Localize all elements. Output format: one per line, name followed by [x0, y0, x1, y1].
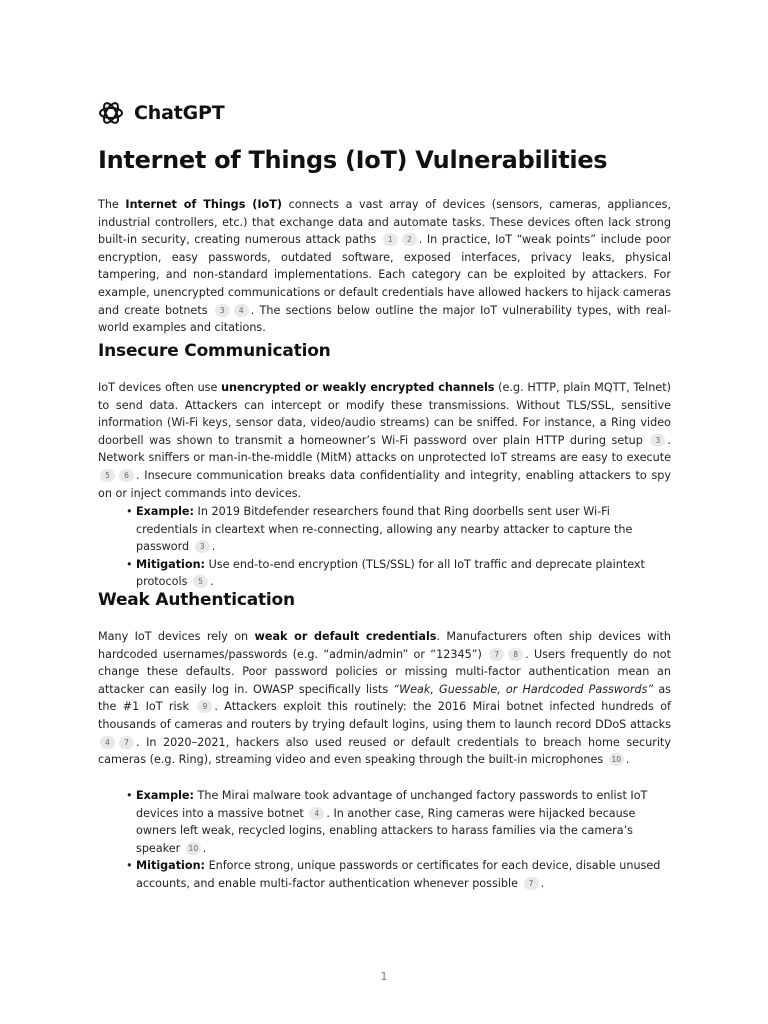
citation-badge[interactable]: 4 [309, 807, 324, 820]
list-item [126, 503, 666, 556]
intro-text: The [98, 198, 126, 211]
intro-bold: Internet of Things (IoT) [125, 198, 282, 211]
citation-badge[interactable]: 9 [197, 700, 212, 713]
para-text: (e.g. HTTP, plain MQTT, Telnet) to send data. Attackers can intercept or modify these transmissions. Without TLS/SSL, sensitive information (Wi-Fi keys, sensor data, video/audio streams) can be sniffed. For instance, a Ring video doorbell was shown to transmit a homeowner’s Wi-Fi password over plain HTTP during setup [98, 381, 671, 447]
citation-badge[interactable]: 7 [524, 877, 539, 890]
citation-badge[interactable]: 3 [650, 434, 665, 447]
para-text: . Network sniffers or man-in-the-middle (MitM) attacks on unprotected IoT streams are easy to execute [98, 433, 671, 465]
citation-badge[interactable]: 10 [609, 753, 624, 766]
mitigation-label: Mitigation: [136, 557, 206, 571]
page-title: Internet of Things (IoT) Vulnerabilities [98, 146, 608, 174]
insecure-bullet-list [126, 503, 666, 591]
intro-text: . The sections below outline the major IoT vulnerability types, with real-world examples and citations. [98, 303, 671, 335]
citation-badge[interactable]: 3 [195, 540, 210, 553]
citation-badge[interactable]: 8 [508, 648, 523, 661]
intro-text: connects a vast array of devices (sensors, cameras, appliances, industrial controllers, etc.) that exchange data and automate tasks. These devices often lack strong built-in security, creating numerous attack paths [98, 198, 671, 247]
weak-auth-paragraph [98, 628, 671, 769]
insecure-paragraph [98, 379, 671, 502]
list-item [126, 787, 666, 857]
para-text: . In 2020–2021, hackers also used reused or default credentials to breach home security cameras (e.g. Ring), streaming video and even speaking through the built-in microphones [98, 735, 671, 767]
citation-badge[interactable]: 10 [186, 842, 201, 855]
mitigation-text: Enforce strong, unique passwords or certificates for each device, disable unused accounts, and enable multi-factor authentication whenever possible [136, 859, 661, 890]
para-italic: “Weak, Guessable, or Hardcoded Passwords” [393, 682, 654, 696]
example-text: . In another case, Ring cameras were hijacked because owners left weak, recycled logins, enabling attackers to harass families via the camera’s speaker [136, 806, 636, 855]
citation-badge[interactable]: 4 [100, 736, 115, 749]
mitigation-text: Use end-to-end encryption (TLS/SSL) for all IoT traffic and deprecate plaintext protocols [136, 557, 645, 589]
mitigation-label: Mitigation: [136, 859, 206, 873]
citation-badge[interactable]: 2 [402, 233, 417, 246]
example-text: The Mirai malware took advantage of unchanged factory passwords to enlist IoT devices into a massive botnet [136, 789, 648, 820]
para-text: as the #1 IoT risk [98, 682, 672, 714]
example-text: In 2019 Bitdefender researchers found that Ring doorbells sent user Wi-Fi credentials in cleartext when re-connecting, allowing any nearby attacker to capture the password [136, 505, 633, 554]
punctuation: . [540, 876, 545, 890]
citation-badge[interactable]: 7 [489, 648, 504, 661]
citation-badge[interactable]: 5 [193, 575, 208, 588]
para-bold: unencrypted or weakly encrypted channels [221, 381, 495, 394]
para-text: . Insecure communication breaks data confidentiality and integrity, enabling attackers to spy on or inject commands into devices. [98, 468, 671, 500]
citation-badge[interactable]: 3 [215, 304, 230, 317]
para-text: . Manufacturers often ship devices with hardcoded usernames/passwords (e.g. “admin/admin” or “12345”) [98, 630, 671, 661]
punctuation: . [202, 841, 207, 855]
para-text: . Users frequently do not change these defaults. Poor password policies or missing multi-factor authentication mean an attacker can easily log in. OWASP specifically lists [98, 647, 671, 696]
example-label: Example: [136, 789, 194, 802]
intro-text: . In practice, IoT “weak points” include poor encryption, easy passwords, outdated software, exposed interfaces, privacy leaks, physical tampering, and non-standard implementations. Each category can be exploited by attackers. For example, unencrypted communications or default credentials have allowed hackers to hijack cameras and create botnets [98, 233, 672, 317]
brand-header [98, 100, 224, 126]
citation-badge[interactable]: 7 [119, 736, 134, 749]
brand-name: ChatGPT [134, 102, 225, 124]
section-heading-weak-authentication: Weak Authentication [98, 590, 295, 610]
para-text: . Attackers exploit this routinely: the 2016 Mirai botnet infected hundreds of thousands of cameras and routers by trying default logins, using them to launch record DDoS attacks [98, 700, 671, 731]
para-text: Many IoT devices rely on [98, 630, 255, 643]
citation-badge[interactable]: 5 [100, 469, 115, 482]
list-item [126, 857, 666, 892]
list-item [126, 556, 666, 591]
citation-badge[interactable]: 4 [234, 304, 249, 317]
openai-logo-icon [98, 100, 124, 126]
page-number: 1 [380, 970, 388, 983]
intro-paragraph [98, 196, 671, 337]
para-text: IoT devices often use [98, 381, 222, 394]
weak-auth-bullet-list [126, 787, 666, 893]
example-label: Example: [136, 505, 194, 518]
punctuation: . [625, 753, 630, 767]
para-bold: weak or default credentials [254, 630, 437, 643]
section-heading-insecure-communication: Insecure Communication [98, 341, 331, 361]
punctuation: . [211, 540, 216, 554]
citation-badge[interactable]: 6 [119, 469, 134, 482]
citation-badge[interactable]: 1 [383, 233, 398, 246]
punctuation: . [210, 575, 214, 589]
